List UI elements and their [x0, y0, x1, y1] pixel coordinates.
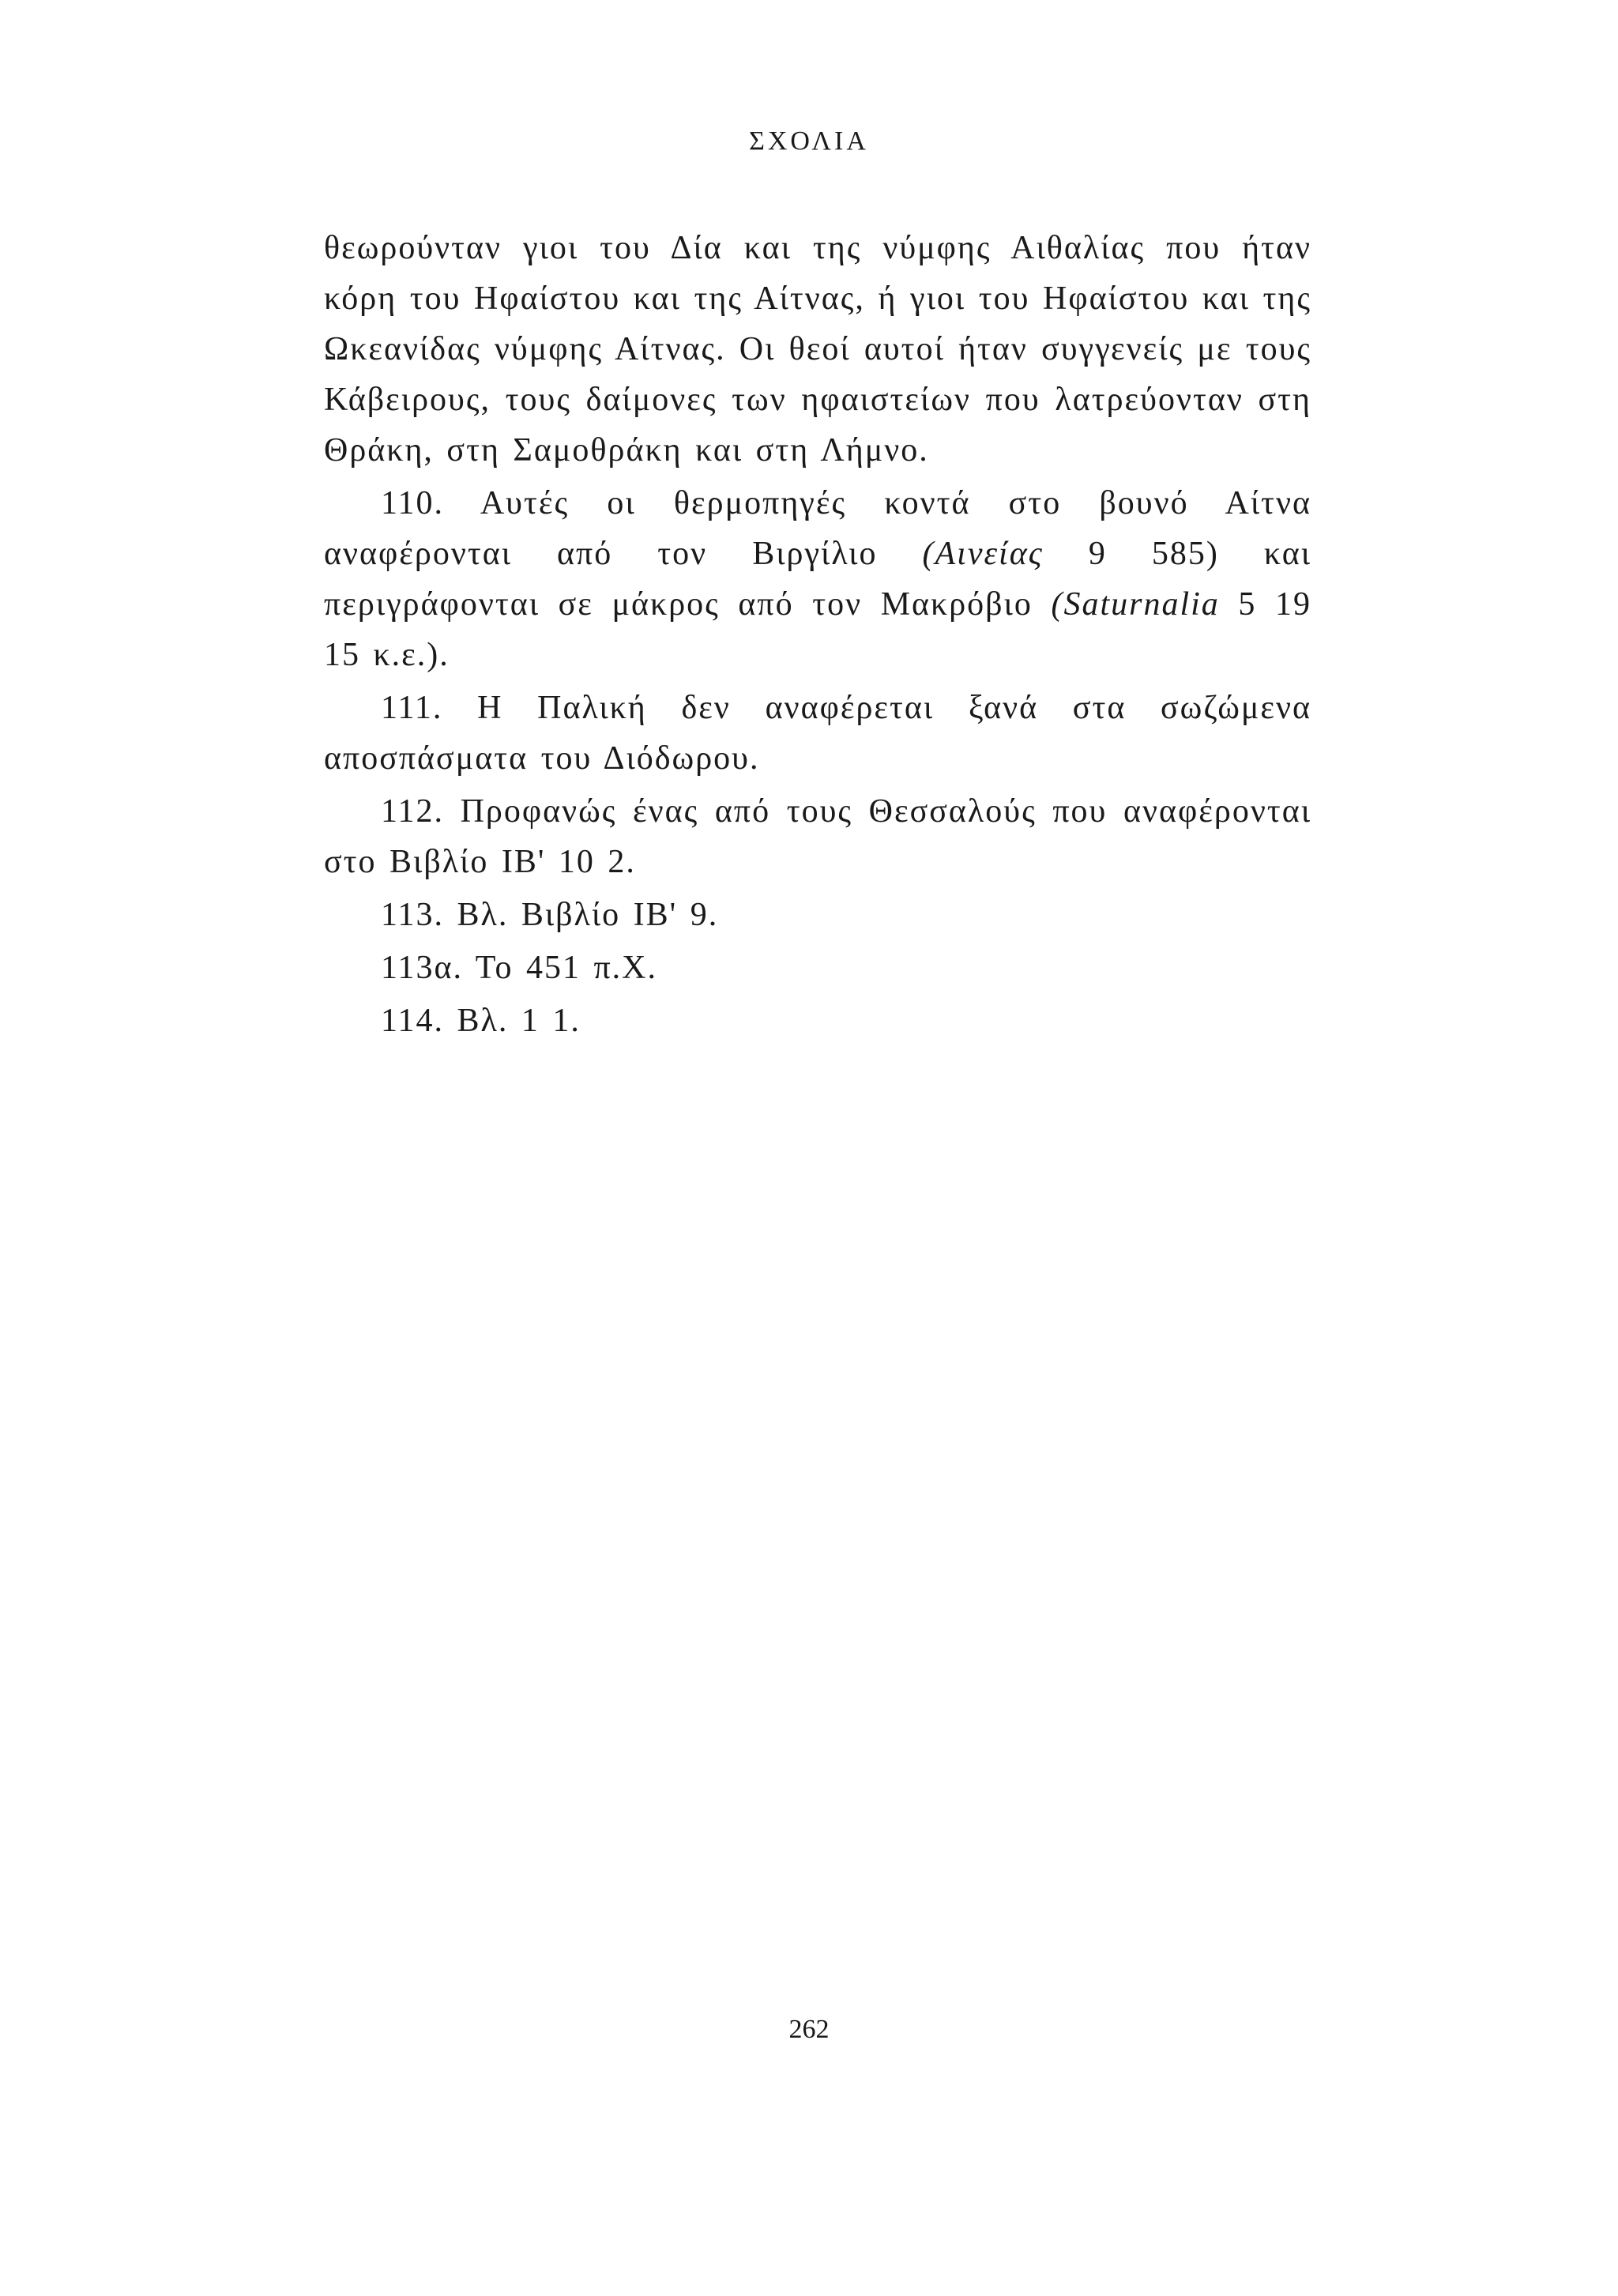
note-110-text-c: 5 19 15 κ.ε.). — [324, 586, 1312, 673]
note-112: 112. Προφανώς ένας από τους Θεσσαλούς που αναφέρονται στο Βιβλίο ΙΒ' 10 2. — [324, 793, 1311, 880]
notes-text-block — [324, 223, 1311, 1046]
running-header: ΣΧΟΛΙΑ — [749, 126, 869, 156]
note-111: 111. Η Παλική δεν αναφέρεται ξανά στα σωζώμενα αποσπάσματα του Διόδωρου. — [324, 690, 1311, 777]
note-113a: 113α. Το 451 π.Χ. — [381, 950, 657, 986]
note-110-title-aeneid: (Αινείας — [922, 536, 1044, 572]
note-110 — [324, 478, 1311, 680]
continued-paragraph: θεωρούνταν γιοι του Δία και της νύμφης Αιθαλίας που ήταν κόρη του Ηφαίστου και της Αίτνας, ή γιοι του Ηφαίστου και της Ωκεανίδας νύμφης Αίτνας. Οι θεοί αυτοί ήταν συγγενείς με τους Κάβειρους, τους δαίμονες των ηφαιστείων που λατρεύονταν στη Θράκη, στη Σαμοθράκη και στη Λήμνο. — [324, 230, 1311, 469]
note-113: 113. Βλ. Βιβλίο ΙΒ' 9. — [381, 897, 719, 933]
note-114: 114. Βλ. 1 1. — [381, 1003, 581, 1039]
page-number: 262 — [788, 2015, 830, 2044]
note-110-text-b: 9 585) και περιγράφονται σε μάκρος από τον Μακρόβιο — [324, 536, 1311, 623]
note-110-title-saturnalia: (Saturnalia — [1051, 586, 1220, 623]
note-110-text-a: 110. Αυτές οι θερμοπηγές κοντά στο βουνό Αίτνα αναφέρονται από τον Βιργίλιο — [324, 485, 1311, 572]
